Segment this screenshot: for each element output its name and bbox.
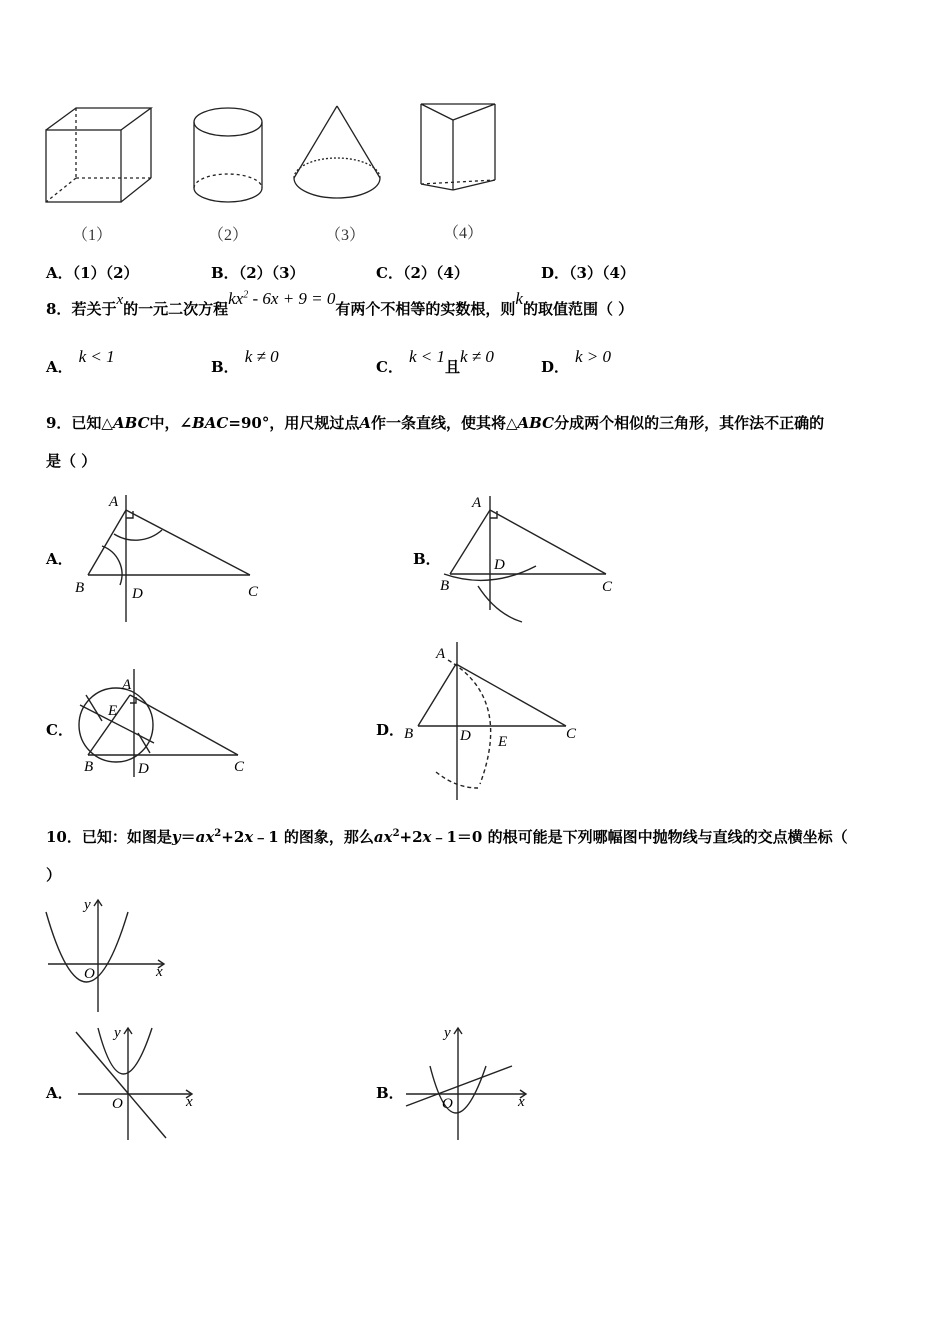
q10a-x-label: x — [186, 1094, 193, 1110]
q10b-x-label: x — [518, 1094, 525, 1110]
q10b-y-label: y — [444, 1025, 451, 1041]
prism-figure — [415, 98, 505, 198]
q9c-label-e: E — [108, 703, 118, 719]
q9-option-b[interactable]: B． — [413, 550, 441, 568]
q9-figure-c — [60, 665, 260, 790]
q10-main-origin: O — [84, 966, 95, 982]
q10-graph-b — [400, 1020, 535, 1145]
q9a-label-c: C — [248, 584, 259, 600]
q9a-label-d: D — [132, 586, 143, 602]
q8-option-c[interactable]: C．k < 1且k ≠ 0 — [376, 347, 494, 376]
q10-main-x-label: x — [156, 964, 163, 980]
q7-option-d[interactable]: D．（3）（4） — [541, 264, 635, 282]
q9c-label-a: A — [122, 677, 132, 693]
q7-caption-4: （4） — [443, 225, 484, 242]
q8-option-a[interactable]: A．k < 1 — [46, 347, 115, 376]
q9-figure-a — [70, 490, 280, 630]
cube-figure — [40, 100, 160, 210]
q9-option-a[interactable]: A． — [46, 550, 73, 568]
q9-figure-d — [400, 638, 600, 808]
q9b-label-c: C — [602, 579, 613, 595]
q9-stem-line1: 9．已知△ABC中，∠BAC=90°，用尺规过点A作一条直线，使其将△ABC分成两个相似的三角形，其作法不正确的 — [46, 414, 825, 432]
q7-caption-1: （1） — [72, 227, 113, 244]
cylinder-figure — [190, 100, 270, 210]
q9d-label-d: D — [460, 728, 471, 744]
q7-caption-2: （2） — [208, 227, 249, 244]
q9d-label-c: C — [566, 726, 577, 742]
cone-figure — [290, 100, 390, 210]
q10-main-y-label: y — [84, 897, 91, 913]
q9b-label-a: A — [472, 495, 482, 511]
q7-caption-3: （3） — [325, 227, 366, 244]
q9d-label-a: A — [436, 646, 446, 662]
q10b-origin: O — [442, 1096, 453, 1112]
q9c-label-b: B — [84, 759, 94, 775]
q9a-label-b: B — [75, 580, 85, 596]
q10-stem-line1: 10．已知：如图是$y=ax^2+2x﹣1$ 的图象，那么$ax^2+2x﹣1=0$ 的根可能是下列哪幅图中抛物线与直线的交点横坐标（ — [46, 828, 848, 846]
q9-stem-line2: 是（ ） — [46, 452, 97, 470]
q7-option-c[interactable]: C．（2）（4） — [376, 264, 469, 282]
q9c-label-c: C — [234, 759, 245, 775]
q9c-label-d: D — [138, 761, 149, 777]
q8-stem: 8．若关于x的一元二次方程$kx^2 - 6x + 9 = 0$有两个不相等的实数根，则k的取值范围（ ） — [46, 289, 634, 318]
q7-option-b[interactable]: B．（2）（3） — [211, 264, 305, 282]
q8-option-d[interactable]: D．k > 0 — [541, 347, 612, 376]
q9b-label-b: B — [440, 578, 450, 594]
q10-option-b[interactable]: B． — [376, 1084, 404, 1102]
q9b-label-d: D — [494, 557, 505, 573]
q7-option-a[interactable]: A．（1）（2） — [46, 264, 139, 282]
q9a-label-a: A — [109, 494, 119, 510]
q9d-label-e: E — [498, 734, 508, 750]
q9-option-c[interactable]: C． — [46, 721, 73, 739]
q9-option-d[interactable]: D． — [376, 721, 405, 739]
q10a-origin: O — [112, 1096, 123, 1112]
q9-figure-b — [436, 490, 636, 630]
q10a-y-label: y — [114, 1025, 121, 1041]
q10-option-a[interactable]: A． — [46, 1084, 73, 1102]
q10-stem-line2: ） — [46, 866, 62, 884]
q8-option-b[interactable]: B．k ≠ 0 — [211, 347, 279, 376]
q10-graph-a — [68, 1020, 198, 1145]
q10-main-graph — [40, 892, 170, 1017]
q9d-label-b: B — [404, 726, 414, 742]
